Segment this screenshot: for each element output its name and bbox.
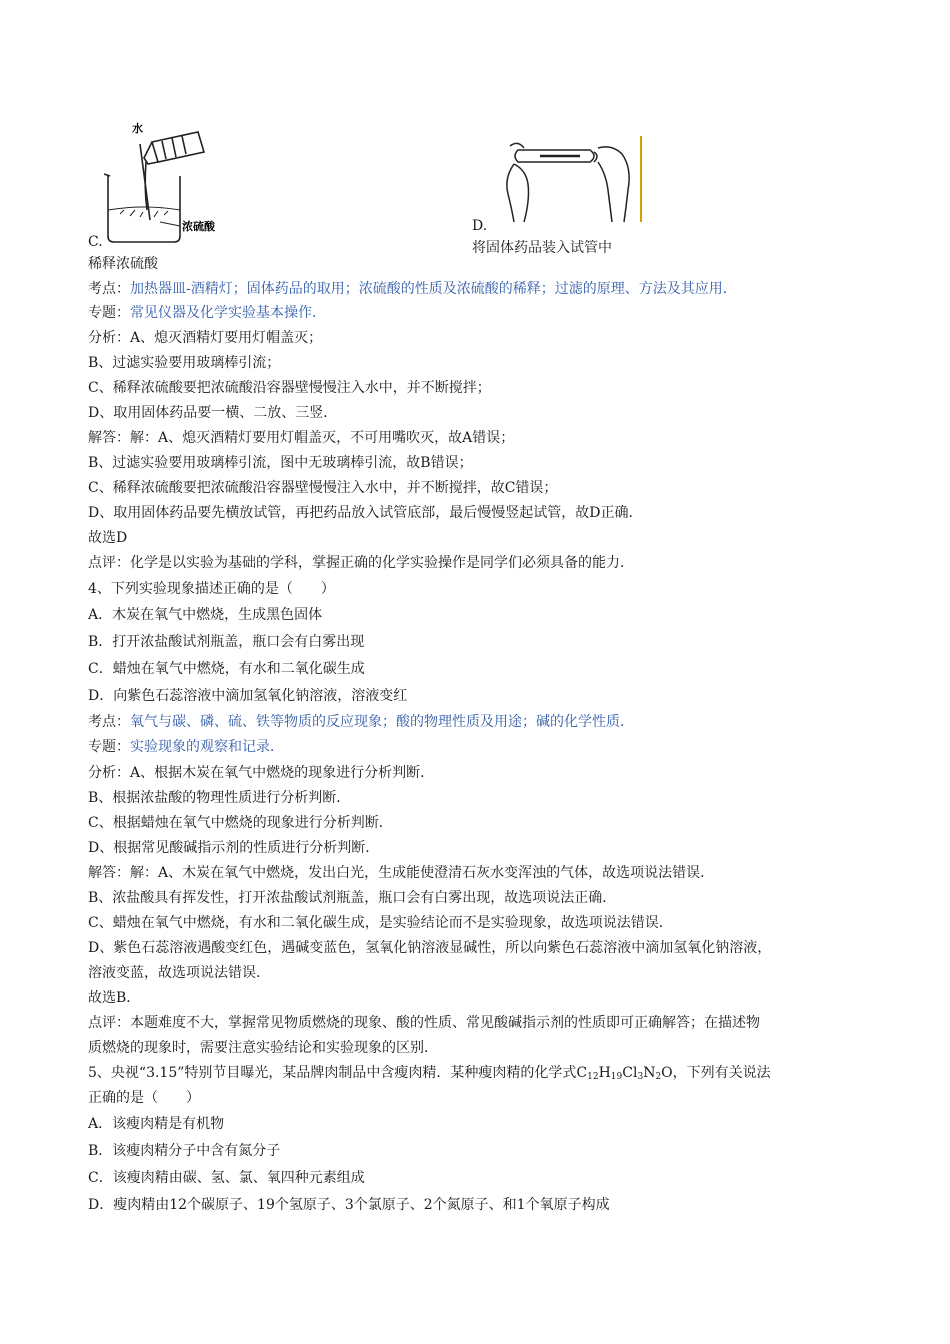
q4-fenxi-2: C、根据蜡烛在氧气中燃烧的现象进行分析判断． [88, 815, 393, 831]
q3-fenxi-1: B、过滤实验要用玻璃棒引流； [88, 355, 281, 371]
figure-d-option: D. [472, 218, 488, 234]
q3-zhuanti [88, 305, 878, 321]
q4-jieda-3: D、紫色石蕊溶液遇酸变红色，遇碱变蓝色，氢氧化钠溶液显碱性，所以向紫色石蕊溶液中滴加氢氧化钠溶液， [88, 940, 772, 956]
q4-jieda-0: 解答：解：A、木炭在氧气中燃烧，发出白光，生成能使澄清石灰水变浑浊的气体，故选项说法错误． [88, 865, 715, 881]
q4-zhuanti-text: 实验现象的观察和记录． [130, 739, 284, 755]
formula-cl: Cl [622, 1065, 638, 1081]
q3-zhuanti-text: 常见仪器及化学实验基本操作． [130, 305, 326, 321]
q3-jieda-3: D、取用固体药品要先横放试管，再把药品放入试管底部，最后慢慢竖起试管，故D正确． [88, 505, 643, 521]
q4-question: 4、下列实验现象描述正确的是（ ） [88, 581, 335, 597]
q4-answer: 故选B． [88, 990, 141, 1006]
q4-option-d: D．向紫色石蕊溶液中滴加氢氧化钠溶液，溶液变红 [88, 688, 408, 704]
q5-option-c: C．该瘦肉精由碳、氢、氯、氧四种元素组成 [88, 1170, 365, 1186]
formula-o: O [661, 1065, 673, 1081]
formula-n: N [643, 1065, 656, 1081]
formula-c: C [576, 1065, 588, 1081]
q4-kaodian [88, 714, 878, 730]
q3-jieda-1: B、过滤实验要用玻璃棒引流，图中无玻璃棒引流，故B错误； [88, 455, 473, 471]
q4-zhuanti [88, 739, 878, 755]
q3-dianping: 点评：化学是以实验为基础的学科，掌握正确的化学实验操作是同学们必须具备的能力． [88, 555, 634, 571]
q4-option-a: A．木炭在氧气中燃烧，生成黑色固体 [88, 607, 323, 623]
q5-question-pre: 5、央视“3.15”特别节目曝光，某品牌肉制品中含瘦肉精．某种瘦肉精的化学式 [88, 1065, 577, 1081]
q4-jieda-1: B、浓盐酸具有挥发性，打开浓盐酸试剂瓶盖，瓶口会有白雾出现，故选项说法正确． [88, 890, 617, 906]
formula-h-count: 19 [610, 1072, 623, 1082]
q3-kaodian-text: 加热器皿-酒精灯；固体药品的取用；浓硫酸的性质及浓硫酸的稀释；过滤的原理、方法及其应用． [130, 281, 737, 297]
figure-c-option: C. [88, 234, 103, 250]
q4-fenxi-0: 分析：A、根据木炭在氧气中燃烧的现象进行分析判断． [88, 765, 435, 781]
q4-kaodian-label: 考点： [88, 714, 130, 730]
q3-kaodian [88, 281, 878, 297]
q4-option-c: C．蜡烛在氧气中燃烧，有水和二氧化碳生成 [88, 661, 365, 677]
q4-zhuanti-label: 专题： [88, 739, 130, 755]
formula-c-count: 12 [587, 1072, 599, 1082]
q3-answer: 故选D [88, 530, 128, 546]
q3-jieda-0: 解答：解：A、熄灭酒精灯要用灯帽盖灭，不可用嘴吹灭，故A错误； [88, 430, 515, 446]
q5-question [88, 1065, 878, 1085]
q5-question-line2: 正确的是（ ） [88, 1090, 200, 1106]
figure-c-water-label: 水 [132, 122, 143, 135]
q5-option-d: D．瘦肉精由12个碳原子、19个氢原子、3个氯原子、2个氮原子、和1个氧原子构成 [88, 1197, 610, 1213]
q4-kaodian-text: 氧气与碳、磷、硫、铁等物质的反应现象；酸的物理性质及用途；碱的化学性质． [130, 714, 634, 730]
q3-jieda-2: C、稀释浓硫酸要把浓硫酸沿容器壁慢慢注入水中，并不断搅拌，故C错误； [88, 480, 558, 496]
q3-fenxi-2: C、稀释浓硫酸要把浓硫酸沿容器壁慢慢注入水中，并不断搅拌； [88, 380, 491, 396]
figure-d-caption: 将固体药品装入试管中 [472, 240, 612, 256]
q5-option-b: B．该瘦肉精分子中含有氮分子 [88, 1143, 281, 1159]
q4-jieda-2: C、蜡烛在氧气中燃烧，有水和二氧化碳生成，是实验结论而不是实验现象，故选项说法错误． [88, 915, 673, 931]
test-tube-hands-icon [494, 134, 646, 224]
q5-option-a: A．该瘦肉精是有机物 [88, 1116, 225, 1132]
q4-fenxi-3: D、根据常见酸碱指示剂的性质进行分析判断． [88, 840, 380, 856]
q4-dianping-0: 点评：本题难度不大，掌握常见物质燃烧的现象、酸的性质、常见酸碱指示剂的性质即可正确解答；在描述物 [88, 1015, 760, 1031]
q5-question-post: ，下列有关说法 [672, 1065, 771, 1081]
q4-option-b: B．打开浓盐酸试剂瓶盖，瓶口会有白雾出现 [88, 634, 365, 650]
figure-d [494, 134, 646, 224]
formula-h: H [598, 1065, 611, 1081]
figure-c [100, 118, 230, 246]
formula-cl-count: 3 [637, 1072, 644, 1082]
figure-c-acid-label: 浓硫酸 [182, 220, 215, 233]
figure-c-caption: 稀释浓硫酸 [88, 256, 158, 272]
beaker-dilution-icon [100, 118, 230, 246]
q4-fenxi-1: B、根据浓盐酸的物理性质进行分析判断． [88, 790, 351, 806]
q3-fenxi-0: 分析：A、熄灭酒精灯要用灯帽盖灭； [88, 330, 323, 346]
q4-dianping-1: 质燃烧的现象时，需要注意实验结论和实验现象的区别． [88, 1040, 438, 1056]
q3-zhuanti-label: 专题： [88, 305, 130, 321]
q5-formula [576, 1065, 672, 1081]
q3-fenxi-3: D、取用固体药品要一横、二放、三竖． [88, 405, 338, 421]
q4-jieda-4: 溶液变蓝，故选项说法错误． [88, 965, 270, 981]
q3-kaodian-label: 考点： [88, 281, 130, 297]
formula-n-count: 2 [655, 1072, 662, 1082]
